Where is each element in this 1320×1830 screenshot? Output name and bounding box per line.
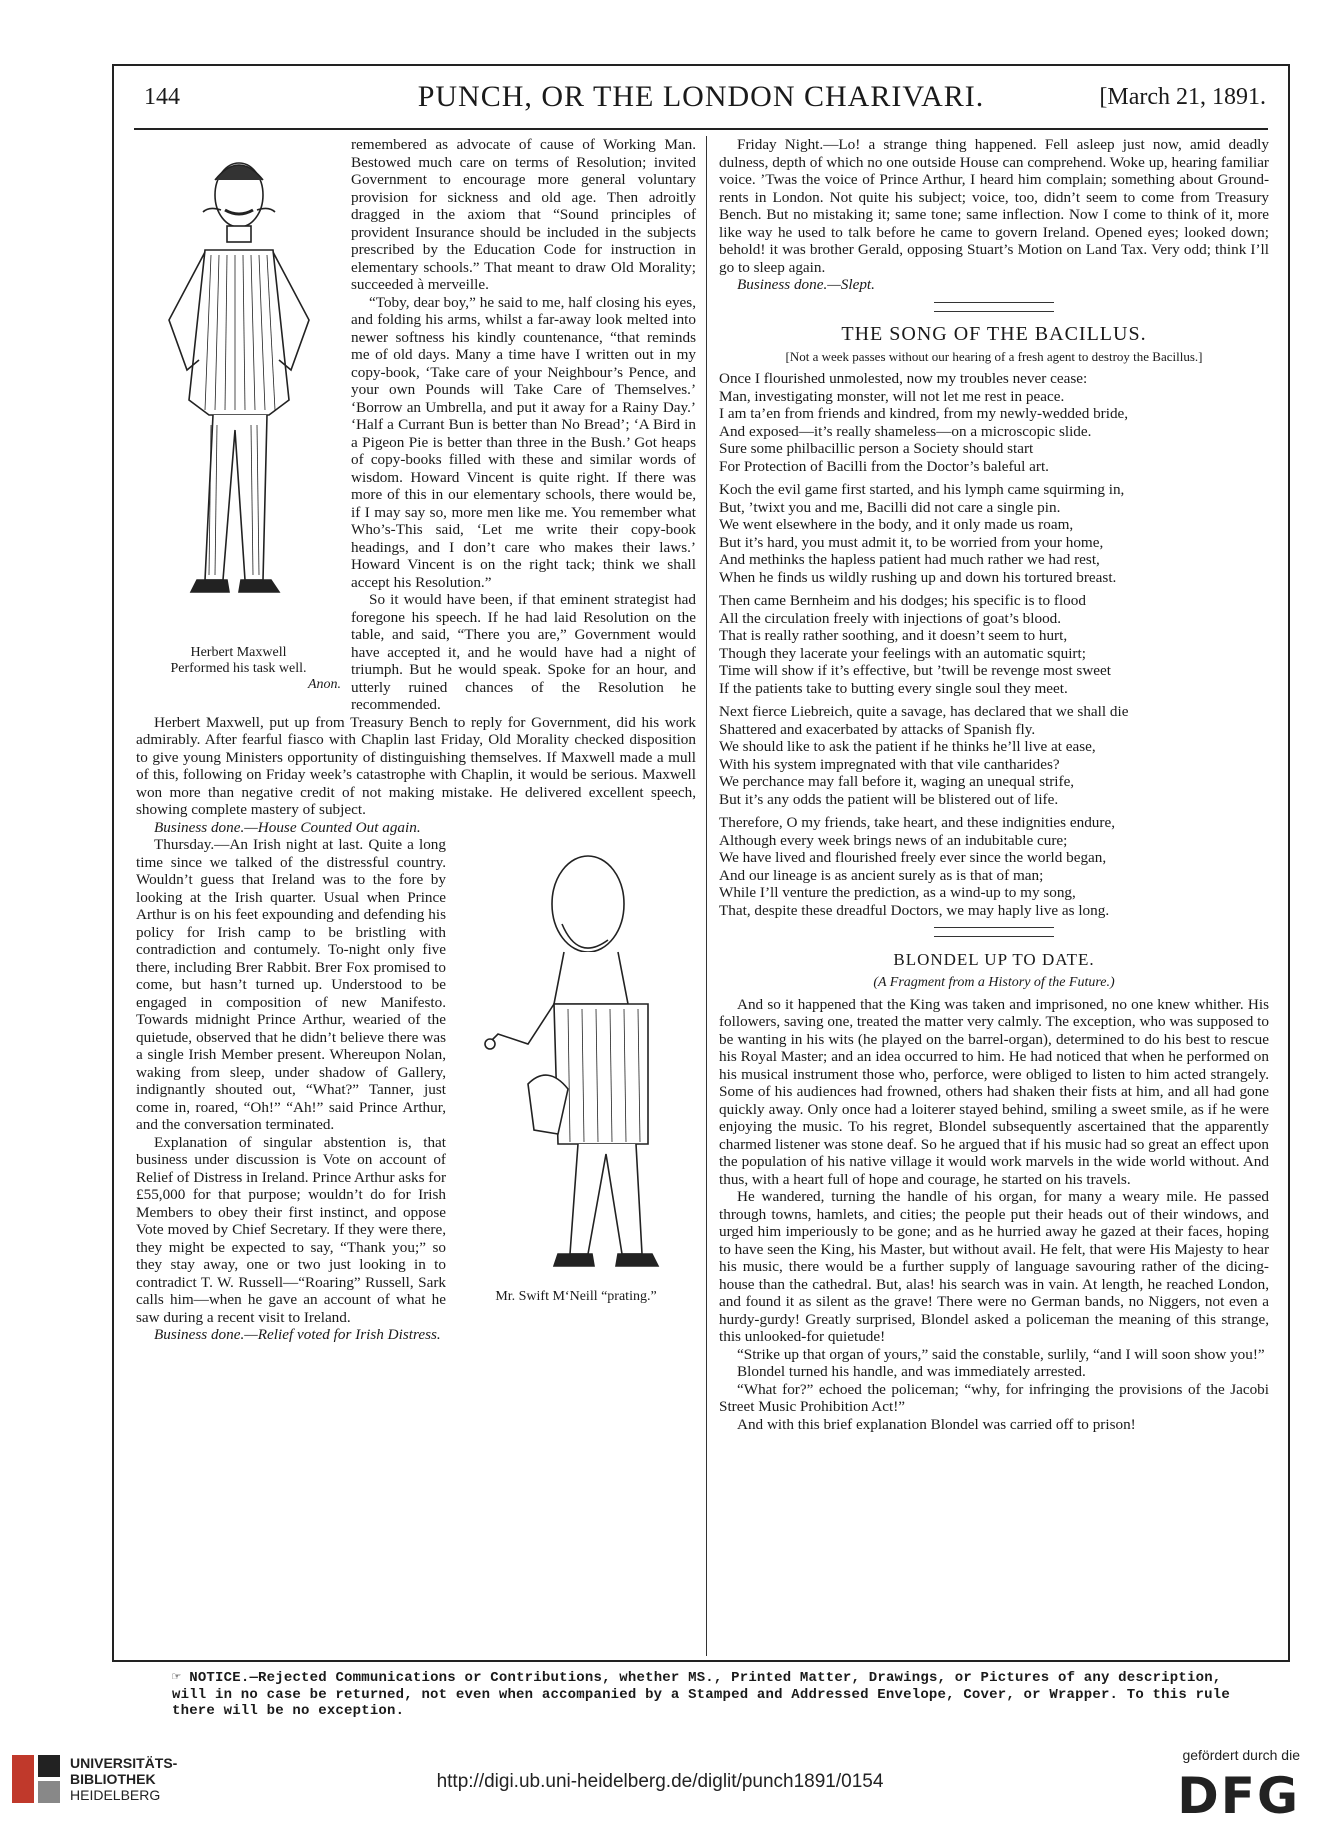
issue-date: [March 21, 1891. bbox=[1099, 84, 1266, 110]
section-rule bbox=[934, 936, 1054, 937]
page-title: PUNCH, OR THE LONDON CHARIVARI. bbox=[417, 80, 985, 113]
stanza bbox=[719, 370, 1269, 475]
funded-by-text: gefördert durch die bbox=[1182, 1747, 1300, 1763]
verse-line: And exposed—it’s really shameless—on a microscopic slide. bbox=[719, 422, 1092, 440]
notice-text: ☞ NOTICE.—Rejected Communications or Contributions, whether MS., Printed Matter, Drawings, or Pictures of any description, will in no case be returned, not even when accompanied by a Stamped and Addressed Envelope, Cover, or Wrapper. To this rule there will be no exception. bbox=[172, 1670, 1230, 1719]
maxwell-caption-name: Herbert Maxwell bbox=[190, 645, 287, 660]
blondel-paragraph-3: “Strike up that organ of yours,” said the constable, surlily, “and I will soon show you!” bbox=[737, 1345, 1265, 1363]
verse-line: Time will show if it’s effective, but ’twill be revenge most sweet bbox=[719, 662, 1112, 679]
verse-line: And our lineage is as ancient surely as is that of man; bbox=[719, 866, 1044, 884]
stanza bbox=[719, 481, 1269, 586]
song-title: THE SONG OF THE BACILLUS. bbox=[841, 322, 1147, 345]
stanza bbox=[719, 814, 1269, 919]
verse-line: We have lived and flourished freely ever since the world began, bbox=[719, 849, 1107, 866]
library-name-line-1: UNIVERSITÄTS- bbox=[70, 1755, 178, 1771]
verse-line: But it’s hard, you must admit it, to be worried from your home, bbox=[719, 533, 1104, 551]
right-paragraph-1: Friday Night.—Lo! a strange thing happened. Fell asleep just now, amid deadly dulness, depth of which no one outside House can comprehend. Woke up, hearing familiar voice. ’Twas the voice of Prince Arthur, I heard him complain; something about Ground-rents in London. Not quite his subject; voice, too, didn’t seem to come from Treasury Bench. But no mistaking it; same tone; same inflection. Now I come to think of it, more like way he used to talk before he came to govern Ireland. Opened eyes; looked down; behold! it was brother Gerald, opposing Stuart’s Motion on Land Tax. Very odd; think I’ll go to sleep again. bbox=[719, 136, 1269, 276]
verse-line: When he finds us wildly rushing up and down his tortured breast. bbox=[719, 568, 1117, 586]
left-paragraph-1: remembered as advocate of cause of Working Man. Bestowed much care on terms of Resolution; invited Government to encourage more general voluntary provision for sickness and old age. Then adroitly dragged in the axiom that “Sound principles of provident Insurance should be included in the subjects prescribed by the Education Code for instruction in elementary schools.” That meant to draw Old Morality; succeeded à merveille. bbox=[351, 136, 696, 293]
maxwell-caption-artist: Anon. bbox=[307, 677, 341, 692]
right-column bbox=[719, 136, 1269, 1433]
left-paragraph-6: Thursday.—An Irish night at last. Quite a long time since we talked of the distressful country. Wouldn’t guess that Ireland was to the fore by looking at the Irish quarter. Usual when Prince Arthur is on his feet expounding and defending his policy for Irish camp to be bristling with contradiction and contumely. To-night only five there, including Brer Rabbit. Brer Fox promised to come, but hasn’t turned up. Understood to be engaged in composition of new Manifesto. Towards midnight Prince Arthur, wearied of the quietude, observed that he didn’t believe there was a single Irish Member present. Whereupon Nolan, waking from sleep, under shadow of Gallery, indignantly shouted out, “What?” Tanner, just come in, roared, “Oh!” “Ah!” said Prince Arthur, and the conversation terminated. bbox=[136, 836, 446, 1133]
verse-line: That, despite these dreadful Doctors, we may haply live as long. bbox=[719, 901, 1110, 919]
verse-line: We should like to ask the patient if he thinks he’ll live at ease, bbox=[719, 738, 1096, 755]
mcneill-figure-drawing bbox=[458, 844, 694, 1284]
blondel-paragraph-5: “What for?” echoed the policeman; “why, for infringing the provisions of the Jacobi Street Music Prohibition Act!” bbox=[719, 1380, 1269, 1415]
mcneill-illustration bbox=[456, 844, 696, 1305]
source-url-link[interactable]: http://digi.ub.uni-heidelberg.de/diglit/punch1891/0154 bbox=[436, 1771, 884, 1792]
verse-line: We went elsewhere in the body, and it only made us roam, bbox=[719, 516, 1074, 533]
verse-line: For Protection of Bacilli from the Doctor’s baleful art. bbox=[719, 457, 1049, 475]
newspaper-page bbox=[112, 64, 1290, 1719]
verse-line: While I’ll venture the prediction, as a wind-up to my song, bbox=[719, 884, 1076, 901]
left-paragraph-7: Explanation of singular abstention is, that business under discussion is Vote on account of Relief of Distress in Ireland. Prince Arthur asks for £55,000 for that purpose; wouldn’t do for Irish Members to obey their first instinct, and oppose Vote moved by Chief Secretary. If they were there, they might be expected to say, “Thank you;” so they stay away, one or two just looking in to contradict T. W. Russell—“Roaring” Russell, Sark calls him—when he gave an account of what he saw during a recent visit to Ireland. bbox=[136, 1133, 447, 1326]
verse-line: Sure some philbacillic person a Society should start bbox=[719, 440, 1034, 457]
library-name-line-3: HEIDELBERG bbox=[70, 1787, 161, 1803]
mcneill-caption: Mr. Swift M‘Neill “prating.” bbox=[495, 1289, 657, 1304]
blondel-subtitle: (A Fragment from a History of the Future.) bbox=[873, 974, 1115, 990]
verse-line: But it’s any odds the patient will be blistered out of life. bbox=[719, 790, 1059, 808]
song-note: [Not a week passes without our hearing of a fresh agent to destroy the Bacillus.] bbox=[785, 349, 1203, 364]
verse-line: Man, investigating monster, will not let me rest in peace. bbox=[719, 387, 1065, 405]
blondel-paragraph-2: He wandered, turning the handle of his organ, for many a weary mile. He passed through towns, hamlets, and cities; the people put their heads out of their windows, and urged him imperiously to be gone; and as he hurried away he gazed at their faces, hoping to have seen the King, his Master, but without avail. He felt, that were His Majesty to hear his music, there would be a further supply of language savouring rather of the dicing-house than the cathedral. But, alas! his search was in vain. At length, he reached London, and found it as silent as the grave! There were no German bands, no Niggers, not even a hurdy-gurdy! Greatly surprised, Blondel asked a policeman the meaning of this strange, this unlooked-for quietude! bbox=[719, 1188, 1269, 1345]
verse-line: Once I flourished unmolested, now my troubles never cease: bbox=[719, 370, 1088, 387]
left-paragraph-4: Herbert Maxwell, put up from Treasury Bench to reply for Government, did his work admirably. After fearful fiasco with Chaplin last Friday, Old Morality checked disposition to give young Ministers opportunity of distinguishing themselves. If Maxwell made a mull of this, following on Friday week’s catastrophe with Chaplin, it would be serious. Maxwell won more than negative credit of not making mistake. He delivered excellent speech, showing complete mastery of subject. bbox=[136, 713, 696, 818]
header-rule bbox=[134, 128, 1268, 130]
stanza bbox=[719, 592, 1269, 697]
verse-line: With his system impregnated with that vile cantharides? bbox=[719, 755, 1060, 773]
verse-line: Next fierce Liebreich, quite a savage, has declared that we shall die bbox=[719, 703, 1129, 720]
verse-line: Therefore, O my friends, take heart, and these indignities endure, bbox=[719, 814, 1115, 831]
verse-line: And methinks the hapless patient had much rather we had rest, bbox=[719, 551, 1100, 568]
verse-line: Koch the evil game first started, and his lymph came squirming in, bbox=[719, 481, 1125, 498]
left-column bbox=[136, 136, 696, 1344]
verse-line: That is really rather soothing, and it doesn’t seem to hurt, bbox=[719, 627, 1068, 644]
verse-line: If the patients take to butting every single soul they meet. bbox=[719, 679, 1068, 697]
blondel-paragraph-6: And with this brief explanation Blondel was carried off to prison! bbox=[737, 1415, 1136, 1433]
stanza bbox=[719, 703, 1269, 808]
page-frame bbox=[112, 64, 1290, 1662]
page-number: 144 bbox=[144, 84, 180, 110]
section-rule bbox=[934, 302, 1054, 303]
verse-line: Shattered and exacerbated by attacks of Spanish fly. bbox=[719, 720, 1036, 738]
maxwell-figure-drawing bbox=[139, 140, 339, 640]
left-paragraph-3: So it would have been, if that eminent strategist had foregone his speech. If he had laid Resolution on the table, and said, “There you are,” Government would have accepted it, and he would have had a night of triumph. But he would speak. Spoke for an hour, and utterly ruined chances of the Resolution he recommended. bbox=[351, 591, 696, 713]
blondel-paragraph-4: Blondel turned his handle, and was immediately arrested. bbox=[737, 1363, 1086, 1380]
verse-line: But, ’twixt you and me, Bacilli did not care a single pin. bbox=[719, 498, 1061, 516]
left-paragraph-2: “Toby, dear boy,” he said to me, half closing his eyes, and folding his arms, whilst a far-away look melted into newer softness his kindly countenance, “that reminds me of old days. Many a time have I written out in my copy-book, ‘Take care of your Neighbour’s Pence, and your own Pounds will Take Care of Themselves.’ ‘Borrow an Umbrella, and put it away for a Rainy Day.’ ‘Half a Currant Bun is better than No Bread’; ‘A Bird in a Pigeon Pie is better than three in the Bush.’ Got heaps of copy-books filled with these and similar words of wisdom. Howard Vincent is quite right. If there was more of this in our elementary schools, there would be, if I may say so, more men like me. You remember what Who’s-This said, ‘Let me write their copy-book headings, and I don’t care who makes their laws.’ Howard Vincent is on the right tack; think we shall accept his Resolution.” bbox=[351, 293, 696, 591]
section-rule bbox=[934, 311, 1054, 312]
dfg-logo: DFG bbox=[1177, 1767, 1300, 1825]
maxwell-illustration bbox=[136, 140, 341, 693]
blondel-paragraph-1: And so it happened that the King was taken and imprisoned, no one knew whither. His followers, saving one, treated the matter very calmly. The exception, who was supposed to be wanting in his wits (he played on the barrel-organ), determined to do his best to rescue his Royal Master; and an idea occurred to him. He had noticed that when he performed on his musical instrument those who, perforce, were obliged to listen to him acted strangely. Some of his audiences had frowned, others had shaken their fists at him, and all had gone quickly away. Only once had a loiterer stayed behind, smiling a sweet smile, as if he were enjoying the music. To his regret, Blondel subsequently ascertained that the apparently charmed listener was stone deaf. So he argued that if his music had so great an effect upon the population of his native village it would work marvels in the wide world without. And thus, with a heart full of hope and courage, he started on his travels. bbox=[719, 995, 1269, 1188]
verse-line: Then came Bernheim and his dodges; his specific is to flood bbox=[719, 592, 1086, 609]
verse-line: Although every week brings news of an indubitable cure; bbox=[719, 831, 1068, 849]
library-name-line-2: BIBLIOTHEK bbox=[70, 1771, 156, 1787]
section-rule bbox=[934, 927, 1054, 928]
verse-line: Though they lacerate your feelings with an automatic squirt; bbox=[719, 644, 1086, 662]
maxwell-caption-note: Performed his task well. bbox=[170, 661, 307, 676]
page-header bbox=[114, 80, 1288, 122]
right-business-done: Business done.—Slept. bbox=[737, 276, 875, 293]
left-business-done-1: Business done.—House Counted Out again. bbox=[154, 818, 421, 836]
verse-line: We perchance may fall before it, waging an unequal strife, bbox=[719, 773, 1075, 790]
footer-bar bbox=[0, 1735, 1320, 1830]
column-divider bbox=[706, 136, 707, 1656]
left-business-done-2: Business done.—Relief voted for Irish Distress. bbox=[154, 1326, 441, 1343]
verse-line: All the circulation freely with injections of goat’s blood. bbox=[719, 609, 1062, 627]
verse-line: I am ta’en from friends and kindred, from my newly-wedded bride, bbox=[719, 405, 1129, 422]
blondel-title: BLONDEL UP TO DATE. bbox=[893, 950, 1095, 969]
